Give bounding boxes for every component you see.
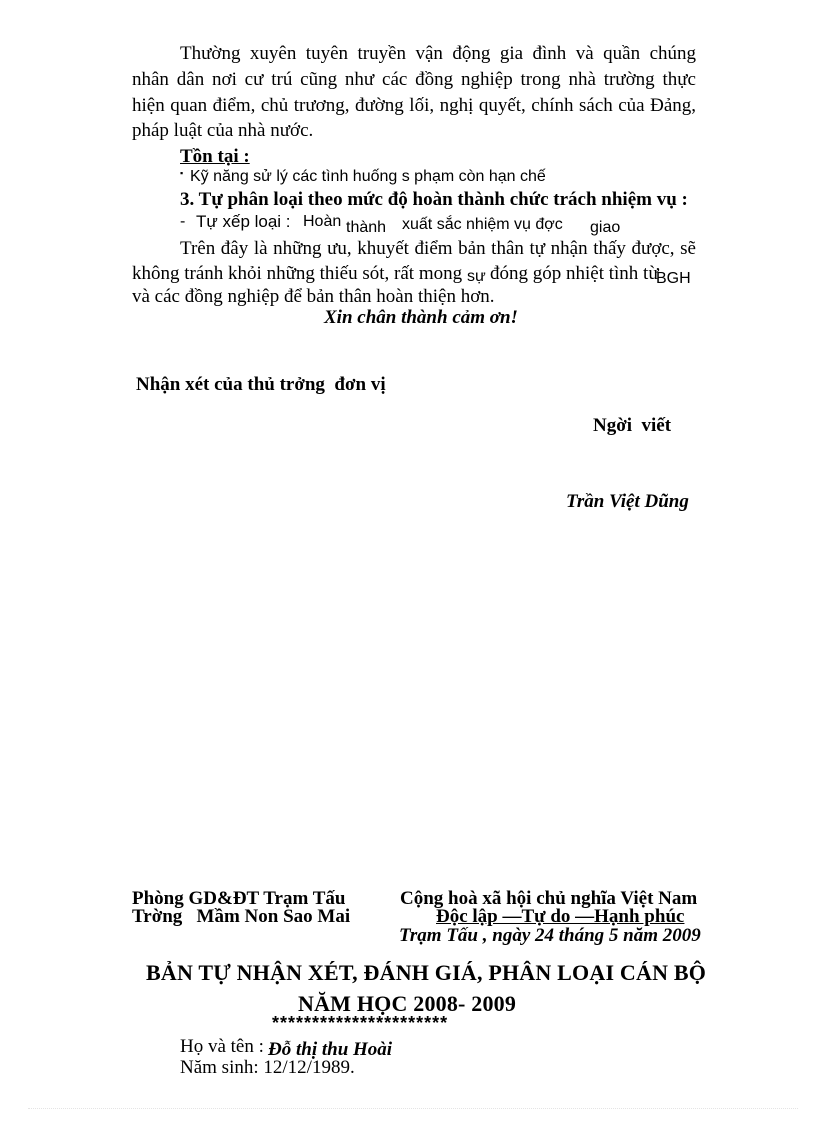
school-year-title: NĂM HỌC 2008- 2009	[298, 991, 517, 1016]
date-of-birth: Năm sinh: 12/12/1989.	[180, 1057, 355, 1078]
document-title: BẢN TỰ NHẬN XÉT, ĐÁNH GIÁ, PHÂN LOẠI CÁN BỘ	[146, 960, 707, 985]
name-label: Họ và tên :	[180, 1036, 264, 1057]
section3-heading: 3. Tự phân loại theo mức độ hoàn thành chức trách nhiệm vụ :	[180, 189, 688, 210]
para2-line-2c: đóng góp nhiệt tình từ	[490, 263, 659, 284]
supervisor-comment-label: Nhận xét của thủ trởng đơn vị	[136, 374, 386, 395]
department-name: Phòng GD&ĐT Trạm Tấu	[132, 888, 346, 909]
star-divider: **********************	[272, 1013, 449, 1033]
self-rating-dash: -	[180, 213, 186, 230]
self-rating-label: Tự xếp loại :	[196, 212, 291, 231]
self-rating-value-c: xuất sắc nhiệm vụ đợc	[402, 216, 563, 233]
para1-line-1: Thường xuyên tuyên truyền vận động gia đình và quần chúng	[180, 43, 696, 64]
closing-thanks: Xin chân thành cảm ơn!	[324, 307, 518, 328]
self-rating-value-d: giao	[590, 219, 621, 236]
para2-line-2d: BGH	[656, 270, 691, 287]
writer-label: Ngời viết	[593, 415, 672, 436]
self-rating-value-a: Hoàn	[303, 213, 342, 230]
page-bottom-rule	[28, 1108, 798, 1109]
para1-line-4: pháp luật của nhà nước.	[132, 120, 314, 141]
para2-line-2a: không tránh khỏi những thiếu sót, rất mong	[132, 263, 463, 284]
document-date: Trạm Tấu , ngày 24 tháng 5 năm 2009	[399, 925, 701, 946]
school-name: Trờng Mầm Non Sao Mai	[132, 906, 351, 927]
national-motto: Độc lập —Tự do —Hạnh phúc	[436, 906, 685, 927]
ton-tai-heading: Tồn tại :	[180, 146, 250, 167]
republic-name: Cộng hoà xã hội chủ nghĩa Việt Nam	[400, 888, 698, 909]
para1-line-2: nhân dân nơi cư trú cũng như các đồng nghiệp trong nhà trường thực	[132, 69, 696, 90]
para2-line-3: và các đồng nghiệp để bản thân hoàn thiện hơn.	[132, 286, 495, 307]
ton-tai-bullet-icon: ▪	[180, 168, 184, 178]
para1-line-3: hiện quan điểm, chủ trương, đường lối, nghị quyết, chính sách của Đảng,	[132, 95, 696, 116]
writer-name: Trần Việt Dũng	[566, 491, 689, 512]
para2-line-2b: sự	[467, 268, 486, 285]
ton-tai-item: Kỹ năng sử lý các tình huống s phạm còn hạn chế	[190, 168, 546, 185]
self-rating-value-b: thành	[346, 219, 387, 236]
name-value: Đỗ thị thu Hoài	[268, 1039, 393, 1060]
para2-line-1: Trên đây là những ưu, khuyết điểm bản thân tự nhận thấy được, sẽ	[180, 238, 696, 259]
